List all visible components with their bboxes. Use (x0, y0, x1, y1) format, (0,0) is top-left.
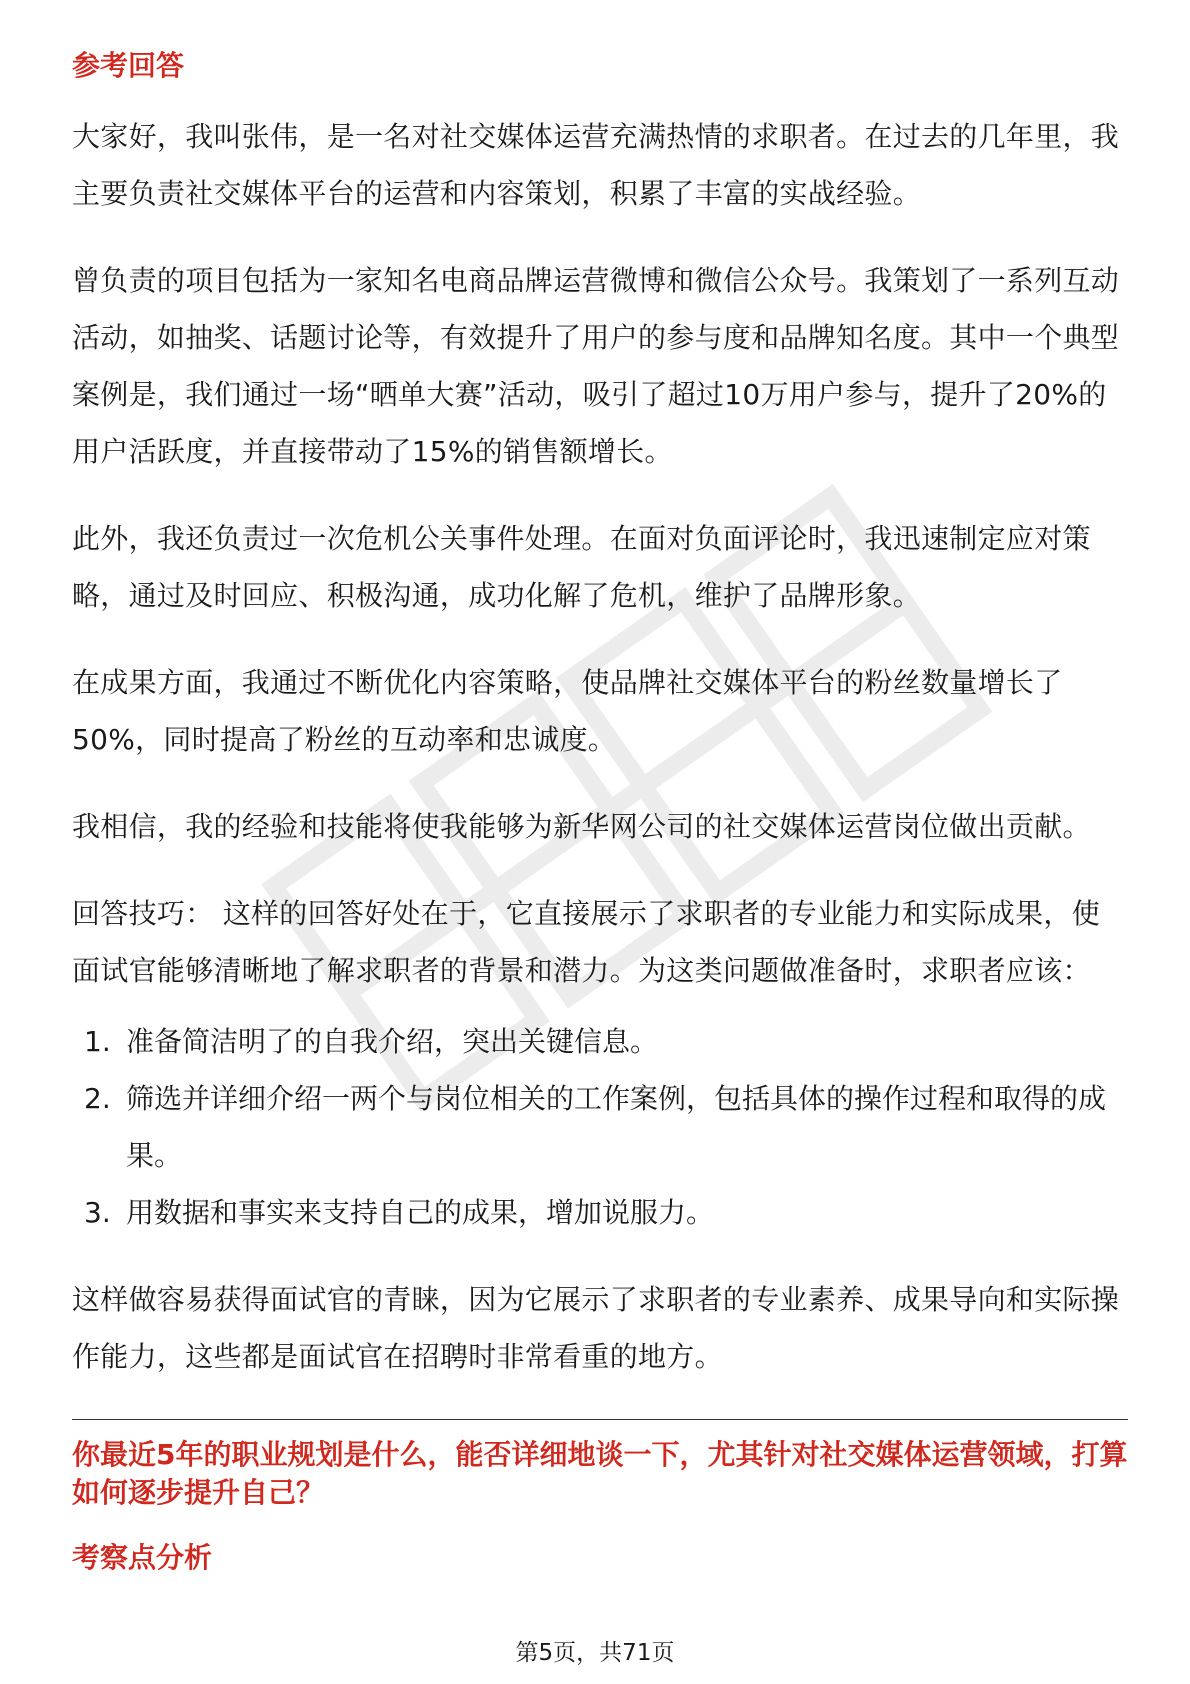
list-item (72, 1070, 1128, 1184)
paragraph-closing: 这样做容易获得面试官的青睐，因为它展示了求职者的专业素养、成果导向和实际操作能力，这些都是面试官在招聘时非常看重的地方。 (72, 1283, 1120, 1373)
paragraph-intro: 大家好，我叫张伟，是一名对社交媒体运营充满热情的求职者。在过去的几年里，我主要负责社交媒体平台的运营和内容策划，积累了丰富的实战经验。 (72, 120, 1120, 210)
list-item (72, 1013, 1128, 1070)
list-item-text: 筛选并详细介绍一两个与岗位相关的工作案例，包括具体的操作过程和取得的成果。 (126, 1082, 1107, 1172)
main-content (72, 46, 1128, 1578)
paragraph-crisis: 此外，我还负责过一次危机公关事件处理。在面对负面评论时，我迅速制定应对策略，通过及时回应、积极沟通，成功化解了危机，维护了品牌形象。 (72, 522, 1091, 612)
tips-list (72, 1013, 1128, 1241)
page-footer: 第5页，共71页 (515, 1640, 675, 1666)
list-item-number: 2. (84, 1082, 111, 1115)
list-item-number: 1. (84, 1025, 111, 1058)
section-divider (72, 1419, 1128, 1420)
analysis-heading: 考察点分析 (72, 1541, 213, 1574)
reference-answer-heading: 参考回答 (72, 49, 185, 82)
paragraph-project: 曾负责的项目包括为一家知名电商品牌运营微博和微信公众号。我策划了一系列互动活动，如抽奖、话题讨论等，有效提升了用户的参与度和品牌知名度。其中一个典型案例是，我们通过一场“晒单大赛”活动，吸引了超过10万用户参与，提升了20%的用户活跃度，并直接带动了15%的销售额增长。 (72, 264, 1120, 468)
paragraph-results: 在成果方面，我通过不断优化内容策略，使品牌社交媒体平台的粉丝数量增长了50%，同时提高了粉丝的互动率和忠诚度。 (72, 666, 1063, 756)
paragraph-tips-intro: 回答技巧： 这样的回答好处在于，它直接展示了求职者的专业能力和实际成果，使面试官能够清晰地了解求职者的背景和潜力。为这类问题做准备时，求职者应该： (72, 897, 1101, 987)
list-item-text: 用数据和事实来支持自己的成果，增加说服力。 (126, 1196, 715, 1229)
next-question: 你最近5年的职业规划是什么，能否详细地谈一下，尤其针对社交媒体运营领域，打算如何逐步提升自己？ (72, 1438, 1128, 1509)
list-item (72, 1184, 1128, 1241)
list-item-text: 准备简洁明了的自我介绍，突出关键信息。 (126, 1025, 659, 1058)
paragraph-belief: 我相信，我的经验和技能将使我能够为新华网公司的社交媒体运营岗位做出贡献。 (72, 810, 1091, 843)
list-item-number: 3. (84, 1196, 111, 1229)
